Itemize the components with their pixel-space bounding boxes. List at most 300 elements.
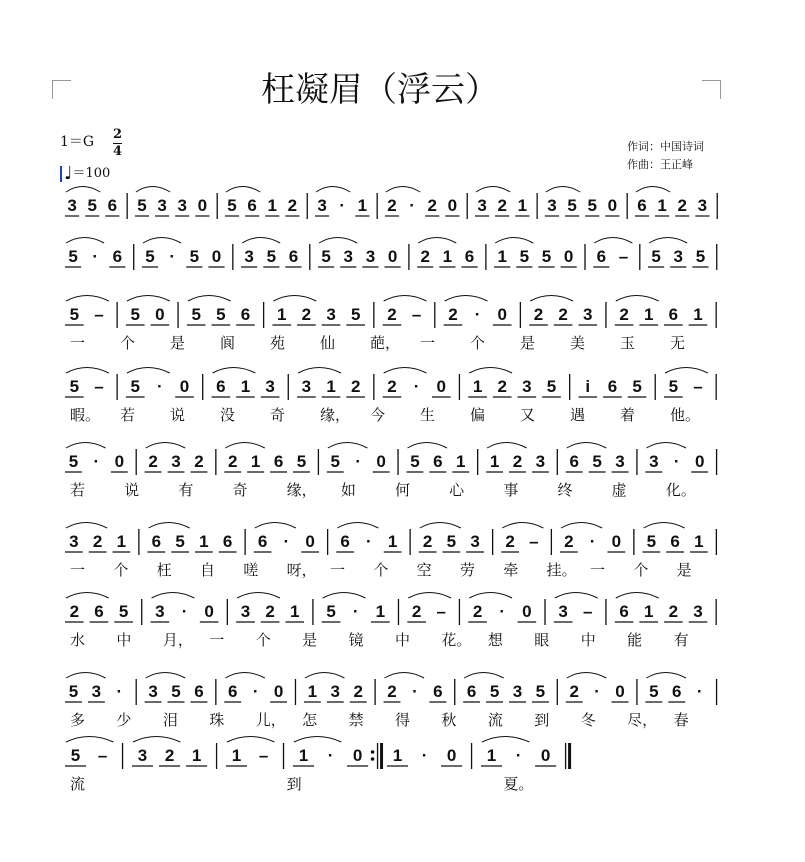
score-note: 6 [596,247,607,266]
score-note: 5 [216,305,226,324]
score-note: · [181,602,188,621]
score-note: 6 [569,452,579,471]
lyric-syllable: 空 [416,561,432,579]
score-note: 2 [353,682,363,701]
score-note: 5 [410,452,420,471]
lyricist-credit: 作词：中国诗词 [627,141,704,153]
lyric-syllable: 虚 [611,481,627,499]
score-note: 2 [564,532,574,551]
score-note: 2 [164,746,175,765]
lyric-syllable: 无 [670,334,686,352]
lyric-syllable: 到 [286,775,302,793]
score-note: 6 [619,602,629,621]
score-note: 6 [107,196,118,215]
lyric-syllable: 有 [673,631,689,649]
score-note: 0 [352,746,363,765]
score-note: 1 [456,452,466,471]
score-note: 3 [558,602,568,621]
lyric-syllable: 葩， [370,334,401,352]
score-note: 0 [540,746,551,765]
score-note: 2 [533,305,544,324]
lyric-syllable: 流 [487,711,503,729]
score-note: 2 [287,196,298,215]
score-note: 3 [171,452,181,471]
lyric-syllable: 牵 [503,561,519,579]
score-note: 5 [330,452,341,471]
slur-arc [225,673,265,679]
slur-arc [66,593,109,599]
lyric-syllable: 自 [200,561,216,579]
lyric-syllable: 个 [113,561,129,579]
slur-arc [273,296,316,302]
slur-arc [319,238,357,244]
lyric-syllable: 禁 [348,711,364,729]
score-note: 1 [392,746,403,765]
lyric-syllable: 眼 [534,631,550,649]
lyric-syllable: 奇 [232,481,248,499]
score-note: – [258,746,269,765]
score-note: 6 [94,602,104,621]
lyric-syllable: 中 [395,631,411,649]
score-note: · [474,305,481,324]
slur-arc [237,593,280,599]
score-note: · [696,682,703,701]
score-note: · [92,247,99,266]
repeat-dot [371,757,375,761]
slur-arc [418,238,456,244]
slur-arc [66,737,113,743]
slur-arc [242,238,280,244]
slur-arc [133,737,180,743]
score-note: 5 [130,305,140,324]
score-note: 1 [267,196,278,215]
score-note: 2 [387,305,397,324]
score-note: · [594,682,600,701]
score-note: 3 [470,532,480,551]
lyric-syllable: 暇。 [70,406,101,424]
repeat-dot [371,750,375,754]
lyric-syllable: 花。 [441,631,472,649]
slur-arc [408,593,451,599]
score-note: 1 [517,196,528,215]
score-note: 5 [69,377,80,396]
score-note: 3 [240,602,251,621]
slur-arc [469,593,512,599]
slur-arc [66,187,100,193]
score-note: 3 [522,377,532,396]
slur-arc [136,187,170,193]
score-note: 3 [615,452,625,471]
slur-arc [294,737,341,743]
quarter-note-icon: ♩ [64,163,73,184]
score-note: 5 [145,247,155,266]
lyric-syllable: 美 [570,334,586,352]
score-note: 2 [420,247,430,266]
score-note: 2 [69,602,80,621]
score-note: · [93,452,100,471]
slur-arc [665,368,708,374]
score-note: 3 [244,247,254,266]
slur-arc [127,296,170,302]
score-note: 1 [472,377,483,396]
score-note: 2 [350,377,361,396]
score-note: 1 [694,532,704,551]
slur-arc [476,187,510,193]
score-note: 1 [307,682,318,701]
slur-arc [66,443,106,449]
score-note: 3 [693,602,703,621]
score-note: 6 [151,532,162,551]
score-note: 0 [522,602,532,621]
score-note: 6 [433,682,443,701]
lyric-syllable: 若 [120,406,136,424]
score-note: 5 [546,377,557,396]
lyric-syllable: 何 [395,481,411,499]
score-note: 3 [343,247,354,266]
score-note: 5 [587,196,597,215]
score-note: 5 [535,682,546,701]
score-note: 2 [505,532,515,551]
score-note: 1 [298,746,309,765]
lyric-syllable: 遇 [570,406,586,424]
score-note: 5 [189,247,200,266]
slur-arc [616,296,659,302]
lyric-syllable: 珠 [209,711,225,729]
score-note: – [97,746,108,765]
score-note: 5 [321,247,331,266]
lyric-syllable: 是 [520,334,536,352]
score-note: 2 [148,452,158,471]
slur-arc [146,673,186,679]
score-note: 6 [240,305,251,324]
lyric-syllable: 若 [70,481,86,499]
slur-arc [649,238,687,244]
slur-arc [567,673,607,679]
score-note: · [169,247,176,266]
score-note: 1 [199,532,209,551]
slur-arc [226,187,260,193]
score-note: 1 [326,377,336,396]
lyric-syllable: 奇 [270,406,286,424]
lyric-syllable: 他。 [670,406,701,424]
lyric-syllable: 缘， [286,481,317,499]
lyric-syllable: 春 [673,711,689,729]
score-note: · [421,746,428,765]
score-note: · [499,602,506,621]
score-note: 6 [247,196,257,215]
score-note: · [366,532,372,551]
score-note: 2 [387,196,397,215]
lyric-syllable: 着 [620,406,636,424]
lyric-syllable: 中 [116,631,132,649]
score-note: 1 [644,305,654,324]
score-note: – [436,602,447,621]
tempo-value: ＝100 [72,166,111,181]
score-note: – [94,305,104,324]
slur-arc [227,737,274,743]
score-note: 3 [301,377,312,396]
lyric-syllable: 月， [162,631,193,649]
score-note: 3 [265,377,275,396]
lyric-syllable: 能 [627,631,643,649]
lyric-syllable: 个 [633,561,649,579]
score-note: 5 [130,377,140,396]
score-note: 1 [116,532,127,551]
score-note: 0 [305,532,315,551]
score-note: 6 [637,196,647,215]
score-note: 2 [512,452,523,471]
slur-arc [127,368,170,374]
score-note: – [411,305,422,324]
score-note: 0 [273,682,284,701]
lyric-syllable: 劳 [460,561,476,579]
lyric-syllable: 一 [590,561,606,579]
lyric-syllable: 化。 [665,481,696,499]
slur-arc [225,443,265,449]
slur-arc [420,523,461,529]
score-note: 5 [446,532,457,551]
score-note: 0 [694,452,705,471]
slur-arc [149,523,190,529]
score-note: 0 [211,247,222,266]
lyric-syllable: 生 [420,406,436,424]
score-note: · [589,532,596,551]
score-note: 1 [357,196,368,215]
score-note: 5 [296,452,307,471]
score-note: 3 [512,682,523,701]
lyric-syllable: 个 [470,334,486,352]
score-note: 0 [387,247,398,266]
score-note: 0 [197,196,208,215]
score-note: 5 [632,377,642,396]
score-note: 3 [148,682,158,701]
score-note: · [413,377,420,396]
score-note: 0 [155,305,165,324]
lyric-syllable: 个 [120,334,136,352]
score-note: · [409,196,415,215]
score-note: 1 [240,377,251,396]
score-note: 3 [317,196,327,215]
slur-arc [502,523,543,529]
slur-arc [644,523,685,529]
lyric-syllable: 少 [116,711,132,729]
score-note: 2 [448,305,458,324]
slur-arc [567,443,607,449]
lyric-syllable: 多 [70,711,86,729]
score-note: 1 [375,602,386,621]
slur-arc [636,187,670,193]
score-note: 5 [695,247,706,266]
slur-arc [469,368,512,374]
slur-arc [305,673,345,679]
score-note: 3 [535,452,546,471]
score-note: 3 [326,305,336,324]
lyric-syllable: 呀， [286,561,317,579]
slur-arc [464,673,504,679]
score-note: 2 [422,532,433,551]
score-note: 3 [67,196,77,215]
lyric-syllable: 镜 [348,631,364,649]
score-note: 0 [607,196,618,215]
score-note: · [327,746,334,765]
lyric-syllable: 嗟 [243,561,259,579]
score-note: 0 [204,602,214,621]
score-note: 5 [137,196,147,215]
score-note: 2 [265,602,275,621]
score-note: 5 [350,305,361,324]
slur-arc [143,238,181,244]
lyric-syllable: 一 [70,561,86,579]
score-note: 1 [250,452,261,471]
lyric-syllable: 说 [124,481,140,499]
score-note: 1 [693,305,703,324]
score-note: 6 [222,532,233,551]
score-note: 6 [273,452,284,471]
score-note: 6 [433,452,443,471]
score-note: 0 [563,247,574,266]
score-note: 5 [70,746,81,765]
score-note: · [283,532,290,551]
slur-arc [66,368,109,374]
score-note: 3 [649,452,659,471]
score-note: 5 [227,196,237,215]
score-note: 2 [569,682,579,701]
slur-arc [385,673,425,679]
score-note: 5 [171,682,181,701]
score-note: – [94,377,104,396]
score-note: 0 [446,746,457,765]
score-note: 2 [472,602,483,621]
slur-arc [213,368,256,374]
score-note: 3 [365,247,376,266]
score-note: 5 [69,305,80,324]
score-note: 5 [326,602,336,621]
score-note: 5 [175,532,185,551]
slur-arc [530,296,573,302]
score-note: 3 [69,532,79,551]
slur-arc [555,593,598,599]
score-note: 5 [68,682,79,701]
slur-arc [546,187,580,193]
lyric-syllable: 今 [370,406,386,424]
score-note: 0 [114,452,125,471]
slur-arc [646,673,686,679]
lyric-syllable: 一 [330,561,346,579]
slur-arc [255,523,296,529]
lyric-syllable: 挂。 [546,561,577,579]
score-note: 3 [547,196,557,215]
lyric-syllable: 玉 [620,334,636,352]
score-note: 3 [673,247,684,266]
slur-arc [152,593,195,599]
score-note: 6 [227,682,238,701]
slur-arc [188,296,231,302]
score-note: 1 [191,746,202,765]
slur-arc [407,443,447,449]
score-note: 2 [411,602,422,621]
score-note: 5 [519,247,530,266]
score-note: 1 [442,247,453,266]
score-note: 6 [216,377,226,396]
score-note: 0 [376,452,386,471]
score-note: 6 [672,682,682,701]
score-note: 3 [137,746,148,765]
score-note: 5 [68,247,78,266]
score-note: 6 [607,377,618,396]
score-note: 6 [340,532,350,551]
slur-arc [445,296,488,302]
score-note: 1 [644,602,654,621]
lyric-syllable: 秋 [441,711,457,729]
lyric-syllable: 冬 [580,711,596,729]
score-note: · [515,746,522,765]
score-note: 2 [387,377,397,396]
score-note: 3 [477,196,487,215]
score-note: 1 [657,196,667,215]
slur-arc [316,187,350,193]
lyric-syllable: 心 [449,481,465,499]
lyric-syllable: 流 [70,775,86,793]
score-note: 2 [387,682,397,701]
lyric-syllable: 仙 [320,334,336,352]
score-note: 5 [646,532,657,551]
score-note: · [412,682,418,701]
lyric-syllable: 终 [557,481,573,499]
lyric-syllable: 一 [70,334,86,352]
slur-arc [328,443,368,449]
score-note: 2 [227,452,238,471]
lyric-syllable: 偏 [470,406,486,424]
score-note: · [252,682,259,701]
slur-arc [66,296,109,302]
lyric-syllable: 缘， [320,406,351,424]
time-signature-bottom: 4 [113,144,123,159]
lyric-syllable: 枉 [156,561,172,579]
slur-arc [482,737,529,743]
score-note: 2 [194,452,204,471]
score-note: · [157,377,163,396]
score-note: i [585,377,591,396]
score-note: · [352,602,359,621]
score-note: 0 [436,377,447,396]
slur-arc [337,523,378,529]
score-note: 3 [583,305,593,324]
score-note: 5 [118,602,129,621]
score-note: 0 [611,532,622,551]
slur-arc [146,443,186,449]
lyric-syllable: 得 [395,711,411,729]
lyric-syllable: 没 [220,406,236,424]
slur-arc [616,593,659,599]
score-note: 6 [112,247,123,266]
score-note: 5 [68,452,79,471]
slur-arc [66,673,106,679]
lyric-syllable: 泪 [162,711,178,729]
lyric-syllable: 是 [302,631,318,649]
score-note: 2 [92,532,103,551]
score-note: · [355,452,362,471]
score-note: 5 [266,247,277,266]
slur-arc [384,368,427,374]
slur-arc [298,368,341,374]
lyric-syllable: 是 [676,561,692,579]
score-note: 0 [179,377,190,396]
lyric-syllable: 阆 [220,334,236,352]
lyric-syllable: 中 [580,631,596,649]
score-note: 3 [697,196,708,215]
score-note: 1 [497,247,507,266]
score-note: 5 [649,682,659,701]
